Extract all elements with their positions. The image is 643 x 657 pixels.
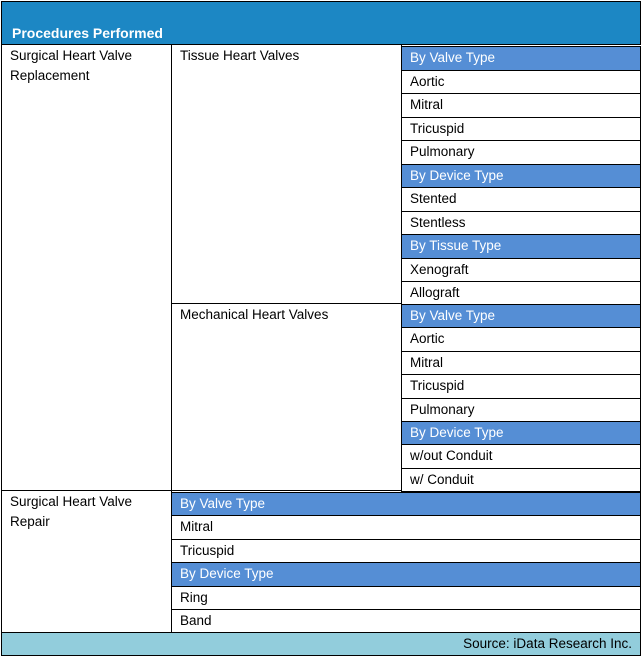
tissue-section-header: By Device Type <box>401 164 641 189</box>
tissue-row: Aortic <box>401 70 641 95</box>
tissue-row: Tricuspid <box>401 117 641 142</box>
repair-category-cell <box>1 490 172 633</box>
mechanical-row: Tricuspid <box>401 374 641 398</box>
mechanical-row: w/out Conduit <box>401 444 641 468</box>
mechanical-valves-label: Mechanical Heart Valves <box>180 307 329 322</box>
tissue-row: Mitral <box>401 93 641 118</box>
tissue-row: Xenograft <box>401 258 641 283</box>
replacement-category-cell <box>1 44 172 491</box>
tissue-row: Allograft <box>401 281 641 306</box>
tissue-row: Stentless <box>401 211 641 236</box>
mechanical-row: w/ Conduit <box>401 468 641 492</box>
tissue-valves-cell <box>171 44 402 304</box>
tissue-row: Stented <box>401 187 641 212</box>
repair-category-label: Surgical Heart Valve Repair <box>10 494 133 529</box>
mechanical-row: Aortic <box>401 327 641 351</box>
source-footer <box>1 632 641 656</box>
tissue-valves-label: Tissue Heart Valves <box>180 48 300 63</box>
table-title: Procedures Performed <box>12 25 163 41</box>
repair-row: Band <box>171 609 641 633</box>
table-title-bar <box>1 1 641 45</box>
repair-section-header: By Valve Type <box>171 492 641 516</box>
mechanical-row: Pulmonary <box>401 398 641 422</box>
repair-section-header: By Device Type <box>171 562 641 586</box>
mechanical-valves-cell <box>171 303 402 491</box>
tissue-section-header: By Valve Type <box>401 46 641 71</box>
mechanical-section-header: By Device Type <box>401 421 641 445</box>
repair-row: Mitral <box>171 515 641 539</box>
mechanical-section-header: By Valve Type <box>401 304 641 328</box>
tissue-row: Pulmonary <box>401 140 641 165</box>
replacement-category-label: Surgical Heart Valve Replacement <box>10 48 133 83</box>
tissue-section-header: By Tissue Type <box>401 234 641 259</box>
mechanical-row: Mitral <box>401 351 641 375</box>
repair-row: Tricuspid <box>171 539 641 563</box>
source-text: Source: iData Research Inc. <box>463 636 632 651</box>
repair-row: Ring <box>171 586 641 610</box>
